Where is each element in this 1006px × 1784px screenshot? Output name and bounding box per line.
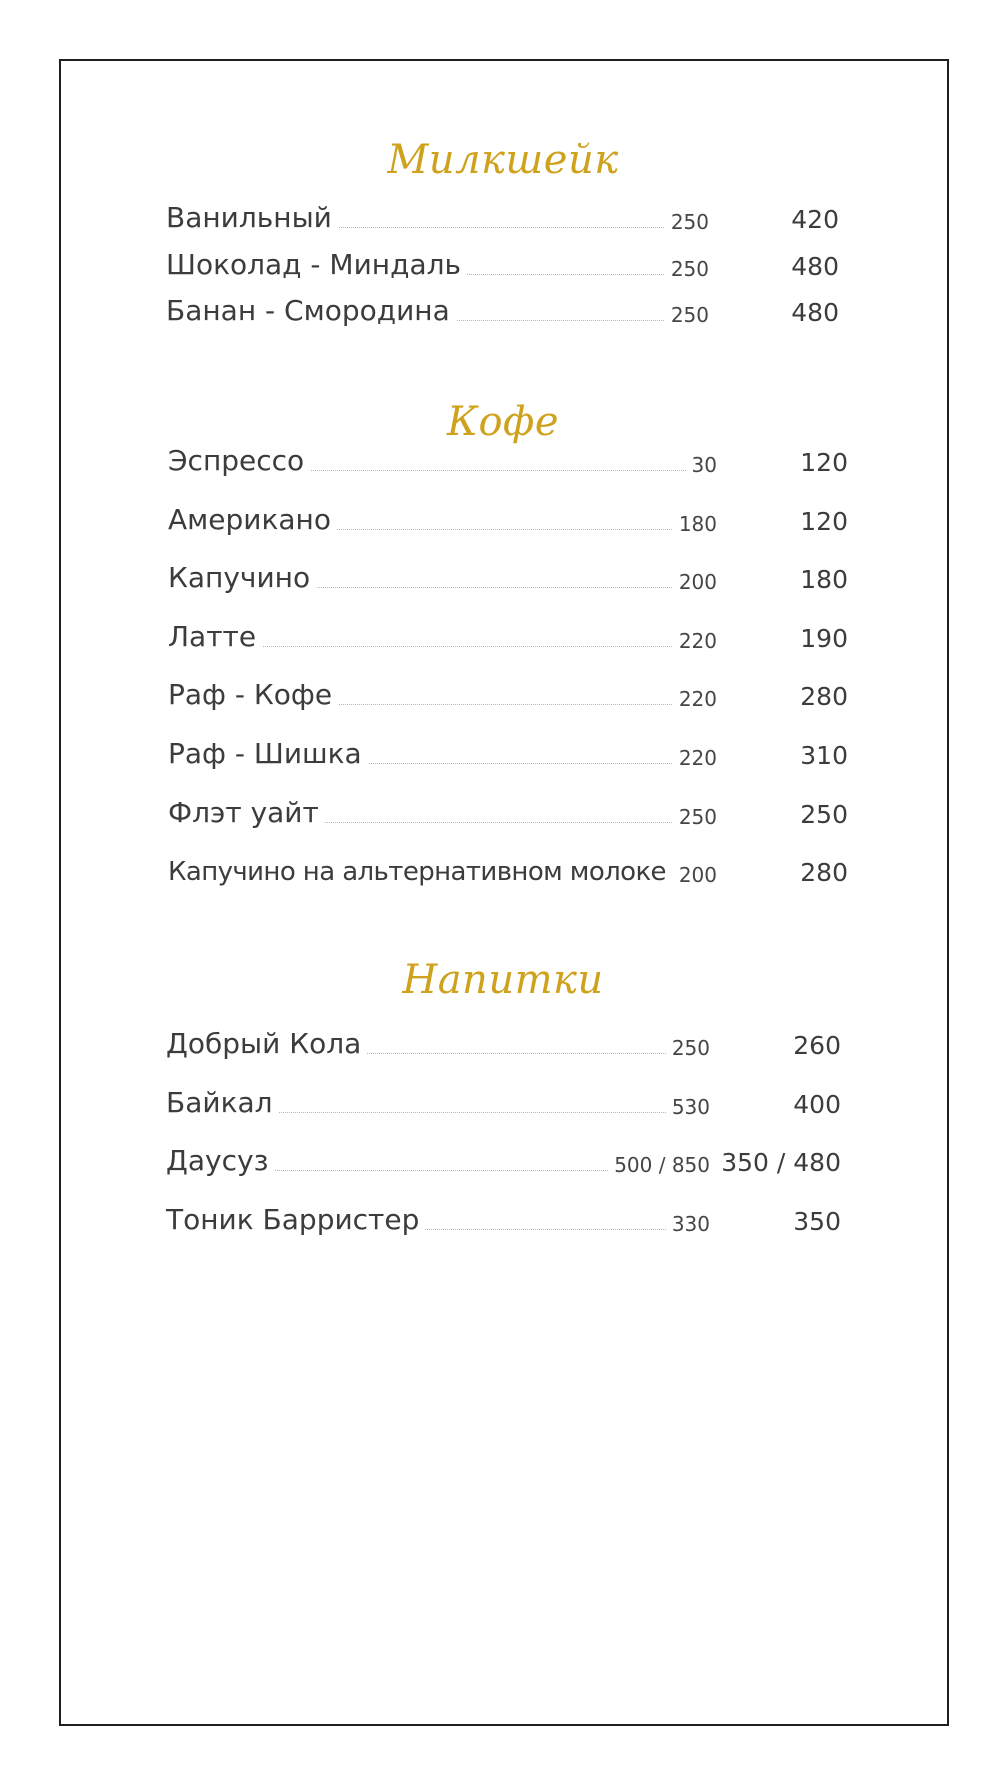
item-name: Ванильный (166, 204, 338, 232)
menu-item (0, 494, 1006, 534)
item-name: Байкал (166, 1089, 279, 1117)
item-price: 420 (791, 205, 839, 234)
item-price: 350 / 480 (721, 1148, 841, 1177)
section-title-drinks: Напитки (402, 957, 604, 1003)
item-weight: 200 (673, 572, 717, 592)
menu-item (0, 728, 1006, 768)
item-price: 250 (800, 800, 848, 829)
menu-item (0, 1135, 1006, 1175)
item-weight: 330 (666, 1214, 710, 1234)
item-price: 280 (800, 682, 848, 711)
item-weight: 250 (666, 1038, 710, 1058)
menu-item (0, 435, 1006, 475)
menu-item (0, 787, 1006, 827)
item-name: Тоник Барристер (166, 1206, 425, 1234)
item-weight: 250 (665, 212, 709, 232)
item-weight: 250 (673, 807, 717, 827)
item-weight: 220 (673, 631, 717, 651)
menu-item (0, 239, 1006, 279)
item-price: 120 (800, 507, 848, 536)
item-name: Добрый Кола (166, 1030, 367, 1058)
menu-item (0, 611, 1006, 651)
item-name: Даусуз (166, 1147, 274, 1175)
item-weight: 530 (666, 1097, 710, 1117)
menu-item (0, 1194, 1006, 1234)
item-price: 190 (800, 624, 848, 653)
item-weight: 220 (673, 689, 717, 709)
menu-item (0, 552, 1006, 592)
item-price: 350 (793, 1207, 841, 1236)
item-weight: 30 (686, 455, 717, 475)
item-weight: 180 (673, 514, 717, 534)
menu-item (0, 192, 1006, 232)
item-price: 480 (791, 252, 839, 281)
item-price: 480 (791, 298, 839, 327)
item-weight: 220 (673, 748, 717, 768)
menu-item (0, 1018, 1006, 1058)
item-name: Шоколад - Миндаль (166, 251, 467, 279)
item-weight: 500 / 850 (608, 1155, 710, 1175)
item-name: Раф - Шишка (168, 740, 368, 768)
item-price: 310 (800, 741, 848, 770)
item-name: Капучино на альтернативном молоке (168, 859, 672, 885)
item-price: 400 (793, 1090, 841, 1119)
item-price: 280 (800, 858, 848, 887)
item-name: Капучино (168, 564, 316, 592)
item-weight: 250 (665, 259, 709, 279)
item-name: Флэт уайт (168, 799, 325, 827)
item-name: Раф - Кофе (168, 681, 338, 709)
menu-item (0, 669, 1006, 709)
item-weight: 250 (665, 305, 709, 325)
menu-item (0, 845, 1006, 885)
item-price: 260 (793, 1031, 841, 1060)
item-weight: 200 (673, 865, 717, 885)
item-price: 120 (800, 448, 848, 477)
section-title-coffee: Кофе (446, 399, 560, 445)
item-name: Эспрессо (168, 447, 310, 475)
item-name: Банан - Смородина (166, 297, 456, 325)
item-price: 180 (800, 565, 848, 594)
item-name: Латте (168, 623, 262, 651)
section-title-milkshake: Милкшейк (387, 137, 619, 183)
item-name: Американо (168, 506, 337, 534)
menu-item (0, 1077, 1006, 1117)
menu-item (0, 285, 1006, 325)
